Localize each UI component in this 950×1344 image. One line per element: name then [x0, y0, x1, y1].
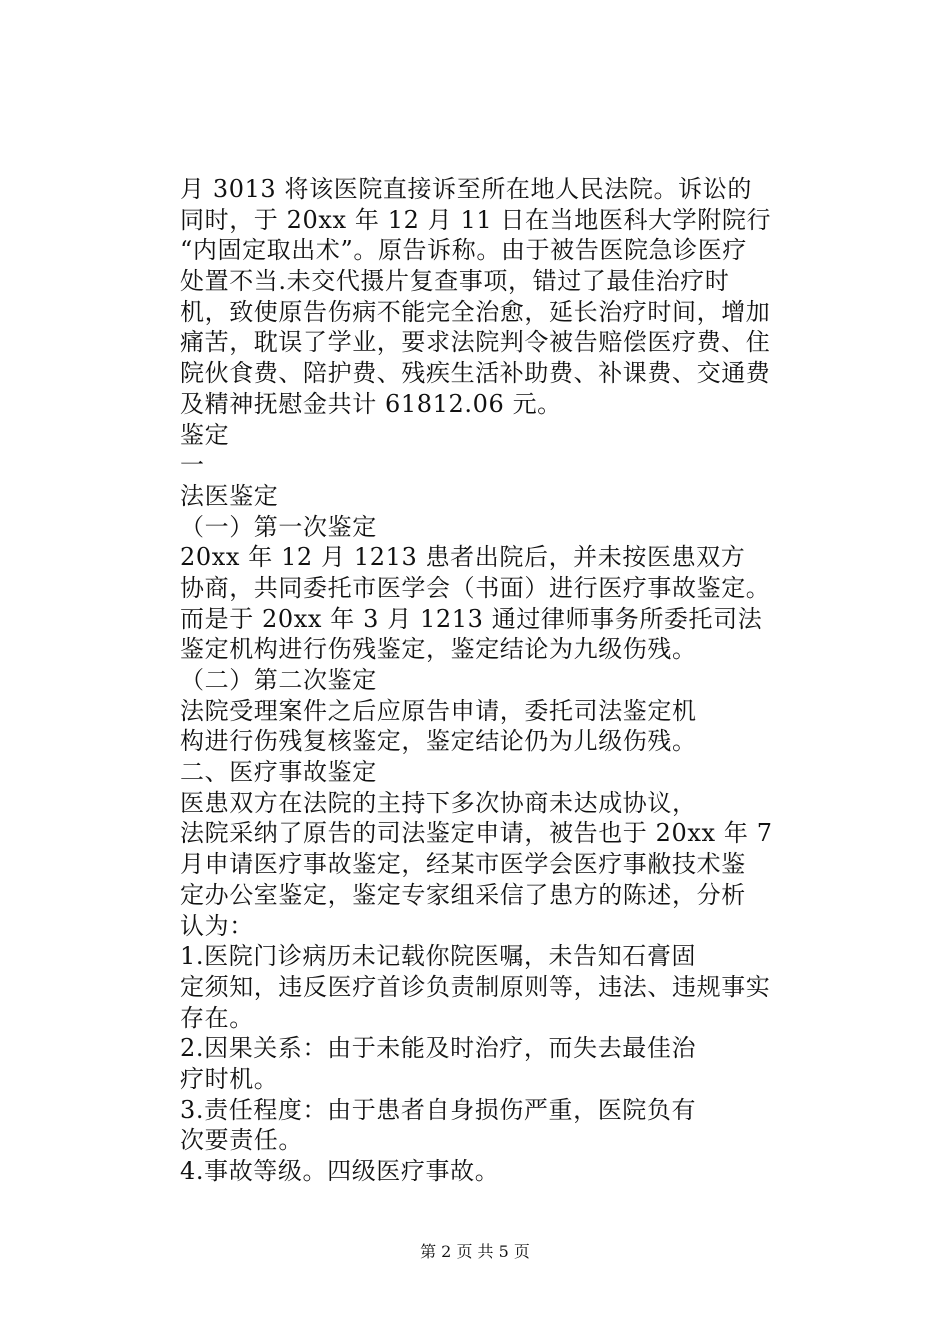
list-item: 1.医院门诊病历未记载你院医嘱，未告知石膏固	[180, 942, 697, 971]
body-line: 疗时机。	[180, 1064, 279, 1093]
list-item: 4.事故等级。四级医疗事故。	[180, 1157, 500, 1185]
section-heading: 鉴定	[180, 420, 230, 449]
body-line: 20xx 年 12 月 1213 患者出院后，并未按医患双方	[180, 543, 746, 572]
body-line: 月申请医疗事故鉴定，经某市医学会医疗事敝技术鉴	[180, 850, 746, 879]
body-line: 定办公室鉴定，鉴定专家组采信了患方的陈述，分析	[180, 880, 746, 909]
body-line: 同时，于 20xx 年 12 月 11 日在当地医科大学附院行	[180, 205, 772, 234]
body-line: 协商，共同委托市医学会（书面）进行医疗事故鉴定。	[180, 573, 771, 602]
document-body	[180, 174, 820, 1187]
body-line: 构进行伤残复核鉴定，鉴定结论仍为儿级伤残。	[180, 727, 697, 756]
body-line: 认为：	[180, 911, 254, 940]
body-line: 处置不当.未交代摄片复查事项，错过了最佳治疗时	[180, 267, 730, 296]
body-line: 及精神抚慰金共计 61812.06 元。	[180, 389, 562, 418]
body-line: 院伙食费、陪护费、残疾生活补助费、补课费、交通费	[180, 359, 771, 388]
section-heading: 二、医疗事故鉴定	[180, 758, 377, 787]
body-line: 月 3013 将该医院直接诉至所在地人民法院。诉讼的	[180, 175, 752, 203]
body-line: 定须知，违反医疗首诊负责制原则等，违法、违规事实	[180, 972, 771, 1001]
page-number-label: 第 2 页 共 5 页	[420, 1242, 530, 1261]
subsection-heading: （二）第二次鉴定	[180, 666, 377, 694]
body-line: “内固定取出术”。原告诉称。由于被告医院急诊医疗	[180, 236, 747, 265]
body-line: 机，致使原告伤病不能完全治愈，延长治疗时间，增加	[180, 297, 771, 326]
body-line: 存在。	[180, 1003, 254, 1032]
list-item: 3.责任程度：由于患者自身损伤严重，医院负有	[180, 1095, 697, 1124]
page-footer	[0, 1242, 950, 1262]
subsection-heading: （一）第一次鉴定	[180, 512, 377, 541]
section-number: 一	[180, 451, 205, 480]
body-line: 鉴定机构进行伤残鉴定，鉴定结论为九级伤残。	[180, 635, 697, 664]
body-line: 次要责任。	[180, 1126, 303, 1155]
body-line: 而是于 20xx 年 3 月 1213 通过律师事务所委托司法	[180, 604, 763, 633]
body-line: 痛苦，耽误了学业，要求法院判令被告赔偿医疗费、住	[180, 328, 771, 357]
list-item: 2.因果关系：由于未能及时治疗，而失去最佳治	[180, 1034, 697, 1063]
body-line: 法院采纳了原告的司法鉴定申请，被告也于 20xx 年 7	[180, 819, 773, 848]
body-line: 法院受理案件之后应原告申请，委托司法鉴定机	[180, 696, 697, 725]
section-heading: 法医鉴定	[180, 481, 279, 510]
body-line: 医患双方在法院的主持下多次协商未达成协议，	[180, 788, 697, 817]
